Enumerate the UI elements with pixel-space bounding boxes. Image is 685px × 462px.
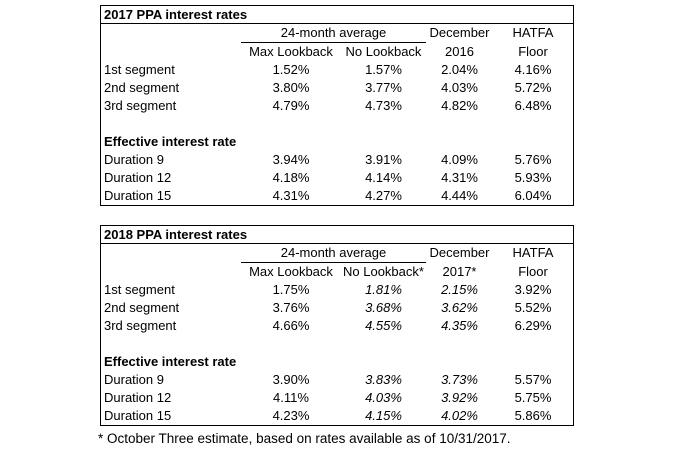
value-no-lookback: 1.81% [365,282,402,297]
col-header-no-lookback: No Lookback* [343,264,424,279]
row-label: 1st segment [104,62,175,77]
row-label: 1st segment [104,282,175,297]
table-row-3rd-segment [101,317,573,335]
col-header-december-line2: 2017* [442,264,477,279]
col-group-24-month-average: 24-month average [241,24,426,43]
row-label: 2nd segment [104,80,180,95]
value-max-lookback: 1.52% [272,62,310,77]
row-label: Duration 15 [104,408,172,423]
value-hatfa-floor: 5.57% [514,372,552,387]
value-hatfa-floor: 6.48% [514,98,552,113]
value-december: 3.73% [441,372,478,387]
value-december: 3.62% [441,300,478,315]
value-no-lookback: 3.91% [365,152,402,167]
col-header-december-line2: 2016 [445,44,474,59]
value-max-lookback: 4.18% [272,170,310,185]
value-no-lookback: 3.83% [365,372,402,387]
value-max-lookback: 4.31% [272,188,310,203]
value-hatfa-floor: 5.75% [514,390,552,405]
value-december: 3.92% [441,390,478,405]
table-2017-ppa-rates [100,5,574,206]
value-no-lookback: 4.27% [365,188,402,203]
table-row-3rd-segment [101,97,573,115]
table-title-2018: 2018 PPA interest rates [101,226,573,244]
value-december: 4.44% [441,188,478,203]
table-header-2017 [101,24,573,61]
value-max-lookback: 4.66% [272,318,310,333]
value-max-lookback: 1.75% [272,282,310,297]
row-label: Duration 15 [104,188,172,203]
table-header-2018 [101,244,573,281]
table-row-duration-12 [101,389,573,407]
table-2018-ppa-rates [100,225,574,426]
footnote: * October Three estimate, based on rates available as of 10/31/2017. [98,431,511,446]
value-no-lookback: 4.15% [365,408,402,423]
value-max-lookback: 3.80% [272,80,310,95]
table-row-duration-9 [101,151,573,169]
value-hatfa-floor: 5.72% [514,80,552,95]
value-hatfa-floor: 6.29% [514,318,552,333]
value-december: 2.15% [441,282,478,297]
col-header-december-line1: December [429,25,490,40]
value-hatfa-floor: 3.92% [514,282,552,297]
table-row-duration-15 [101,187,573,205]
report-content [100,5,574,447]
value-december: 4.02% [441,408,478,423]
value-hatfa-floor: 5.93% [514,170,552,185]
table-row-duration-15 [101,407,573,425]
value-max-lookback: 4.79% [272,98,310,113]
value-no-lookback: 1.57% [365,62,402,77]
table-row-2nd-segment [101,299,573,317]
table-row-1st-segment [101,281,573,299]
value-hatfa-floor: 4.16% [514,62,552,77]
value-december: 4.03% [441,80,478,95]
value-no-lookback: 4.03% [365,390,402,405]
value-hatfa-floor: 5.86% [514,408,552,423]
blank-row [101,335,573,353]
value-december: 2.04% [441,62,478,77]
value-december: 4.35% [441,318,478,333]
value-max-lookback: 3.94% [272,152,310,167]
col-header-hatfa-line2: Floor [518,264,548,279]
value-hatfa-floor: 5.76% [514,152,552,167]
value-max-lookback: 4.11% [273,390,309,405]
value-no-lookback: 4.14% [365,170,402,185]
row-label: Duration 9 [104,152,164,167]
section-header-effective-interest-rate: Effective interest rate [104,354,237,369]
table-row-2nd-segment [101,79,573,97]
value-hatfa-floor: 6.04% [514,188,552,203]
value-no-lookback: 3.77% [365,80,402,95]
col-header-no-lookback: No Lookback [345,44,422,59]
table-title-2017: 2017 PPA interest rates [101,6,573,24]
value-december: 4.31% [441,170,478,185]
row-label: Duration 12 [104,170,172,185]
table-row-1st-segment [101,61,573,79]
table-row-duration-9 [101,371,573,389]
value-hatfa-floor: 5.52% [514,300,552,315]
row-label: 3rd segment [104,98,177,113]
col-header-hatfa-line1: HATFA [512,25,554,40]
value-no-lookback: 3.68% [365,300,402,315]
col-header-max-lookback: Max Lookback [249,264,333,279]
value-december: 4.09% [441,152,478,167]
col-header-hatfa-line1: HATFA [512,245,554,260]
col-header-hatfa-line2: Floor [518,44,548,59]
row-label: 2nd segment [104,300,180,315]
value-no-lookback: 4.73% [365,98,402,113]
table-row-duration-12 [101,169,573,187]
value-max-lookback: 3.76% [272,300,310,315]
value-max-lookback: 3.90% [272,372,310,387]
row-label: Duration 12 [104,390,172,405]
blank-row [101,115,573,133]
value-december: 4.82% [441,98,478,113]
col-header-december-line1: December [429,245,490,260]
value-no-lookback: 4.55% [365,318,402,333]
value-max-lookback: 4.23% [272,408,310,423]
row-label: Duration 9 [104,372,164,387]
row-label: 3rd segment [104,318,177,333]
col-group-24-month-average: 24-month average [241,244,426,263]
section-header-effective-interest-rate: Effective interest rate [104,134,237,149]
col-header-max-lookback: Max Lookback [249,44,333,59]
